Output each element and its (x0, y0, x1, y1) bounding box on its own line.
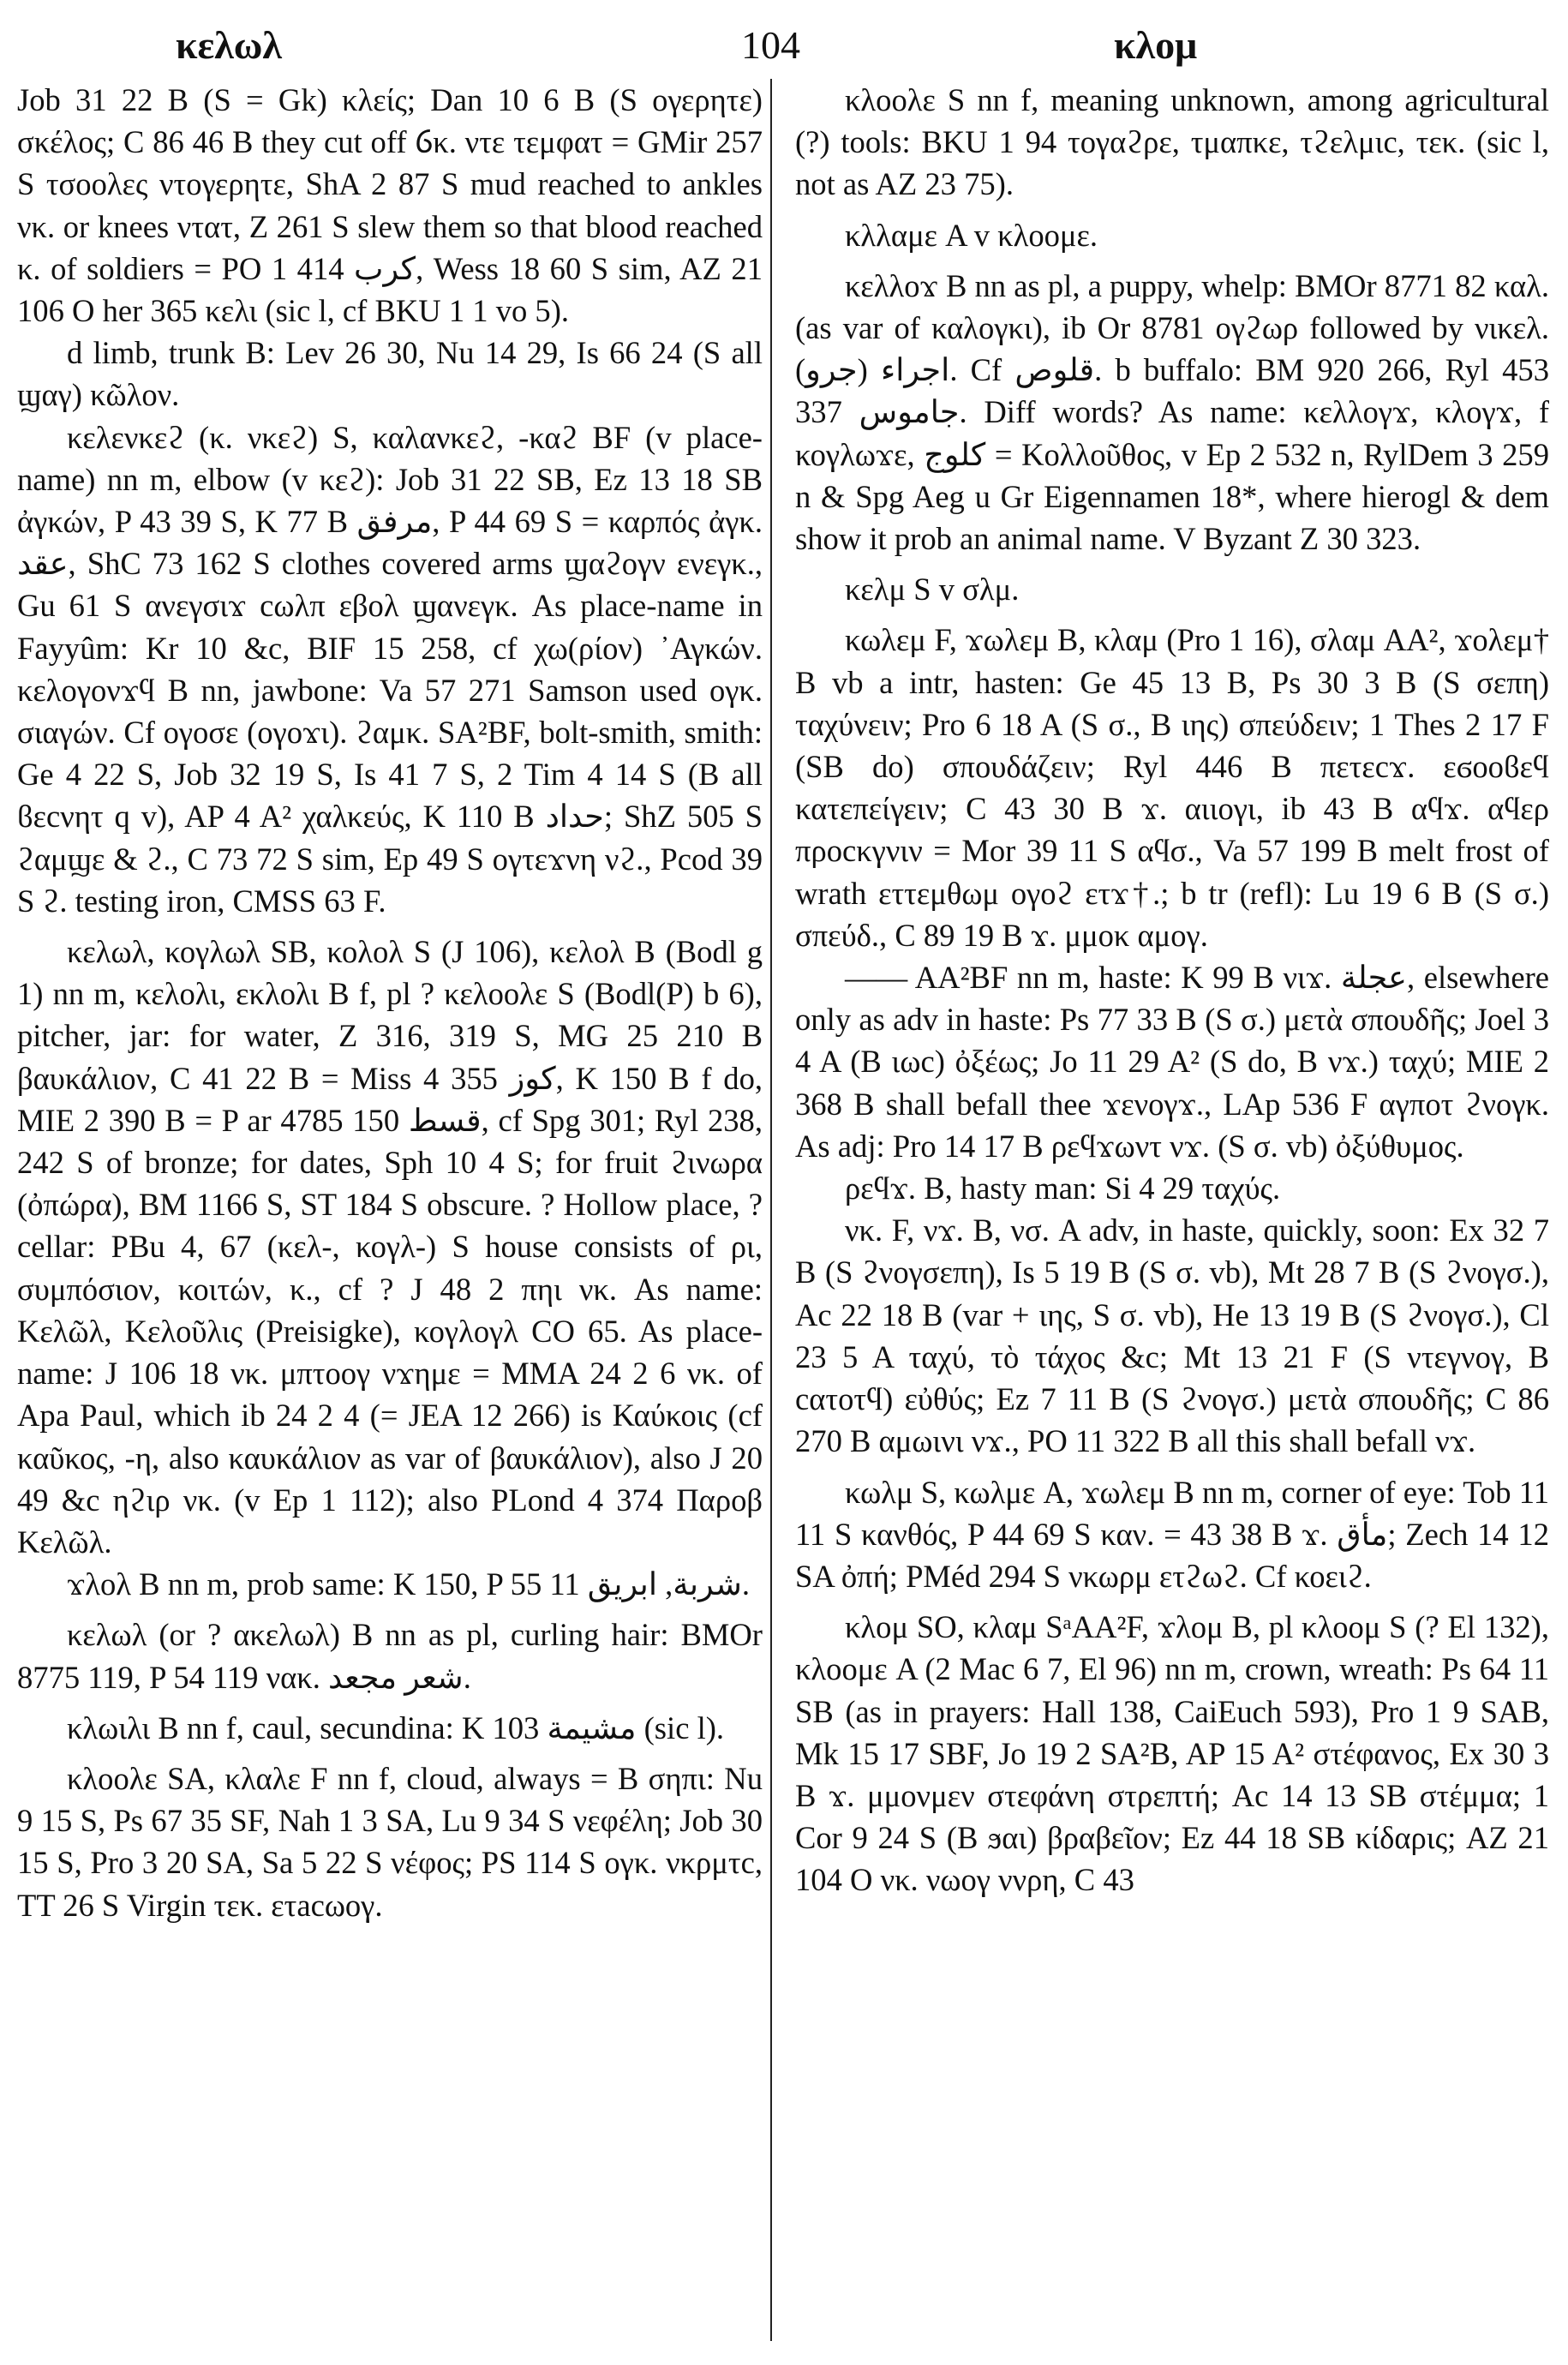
right-entry-10: κλομ SO, κλαμ SᵃAA²F, ϫλομ B, pl κλοομ S (? El 132), κλοομε A (2 Mac 6 7, El 96) nn m, crown, wreath: Ps 64 11 SB (as in prayers: Hall 138, CaiEuch 593), Pro 1 9 SAB, Mk 15 17 SBF, Jo 19 2 SA²B, AP 15 A² στέφανος, Ex 30 3 B ϫ. μμονμεν στεφάνη στρεπτή; Ac 14 13 SB στέμμα; 1 Cor 9 24 S (B ϧαι) βραβεῖον; Ez 44 18 SB κίδαρις; AZ 21 104 O νκ. νωογ ννρη, C 43 (795, 1609, 1549, 1898)
header-left-word: κελωλ (176, 23, 283, 67)
left-entry-1: Job 31 22 B (S = Gk) κλείς; Dan 10 6 B (S ογερητε) σκέλος; C 86 46 B they cut off ⳓκ. ντε τεμφατ = GMir 257 S τσοολες ντογερητε, ShA 2 87 S mud reached to ankles νκ. or knees ντατ, Z 261 S slew them so that blood reached κ. of soldiers = PO 1 414 كرب, Wess 18 60 S sim, AZ 21 106 O her 365 κελι (sic l, cf BKU 1 1 vo 5). (17, 82, 763, 329)
left-entry-3: κελενκεϩ (κ. νκεϩ) S, καλανκεϩ, -καϩ BF (v place-name) nn m, elbow (v κεϩ): Job 31 22 SB, Ez 13 18 SB ἀγκών, P 43 39 S, K 77 B مرفق, P 44 69 S = καρπός ἀγκ. عقد, ShC 73 162 S clothes covered arms ϣαϩογν ενεγκ., Gu 61 S ανεγσιϫ cωλπ εβολ ϣανεγκ. As place-name in Fayyûm: Kr 10 &c, BIF 15 258, cf χω(ρίον) ᾽Αγκών. κελογονϫϥ B nn, jawbone: Va 57 271 Samson used ογκ. σιαγών. Cf ογοσε (ογοϫι). ϩαμκ. SA²BF, bolt-smith, smith: Ge 4 22 S, Job 32 19 S, Is 41 7 S, 2 Tim 4 14 S (B all ϐεcνητ q v), AP 4 A² χαλκεύς, K 110 B حداد; ShZ 505 S ϩαμϣε & ϩ., C 73 72 S sim, Ep 49 S ογτεϫνη νϩ., Pcod 39 S ϩ. testing iron, CMSS 63 F. (17, 419, 763, 919)
right-entry-5: κωλεμ F, ϫωλεμ B, κλαμ (Pro 1 16), σλαμ AA², ϫολεμ† B vb a intr, hasten: Ge 45 13 B, Ps 30 3 B (S σεπη) ταχύνειν; Pro 6 18 A (S σ., B ιης) σπεύδειν; 1 Thes 2 17 F (SB do) σπουδάζειν; Ryl 446 B πετεcϫ. εϭοοϐεϥ κατεπείγειν; C 43 30 B ϫ. αιιογι, ib 43 B αϥϫ. αϥερ προcκγνιν = Mor 39 11 S αϥσ., Va 57 199 B melt frost of wrath εττεμθωμ ογοϩ ετϫ†.; b tr (refl): Lu 19 6 B (S σ.) σπεύδ., C 89 19 B ϫ. μμοκ αμογ. (795, 622, 1549, 953)
right-column (795, 79, 1549, 2350)
right-entry-8: νκ. F, νϫ. B, νσ. A adv, in haste, quickly, soon: Ex 32 7 B (S ϩνογσεπη), Is 5 19 B (S σ. vb), Mt 28 7 B (S ϩνογσ.), Ac 22 18 B (var + ιης, S σ. vb), He 13 19 B (S ϩνογσ.), Cl 23 5 A ταχύ, τὸ τάχος &c; Mt 13 21 F (S ντεγνογ, B cατοτϥ) εὐθύς; Ez 7 11 B (S ϩνογσ.) μετὰ σπουδῆς; C 86 270 B αμωινι νϫ., PO 11 322 B all this shall befall νϫ. (795, 1212, 1549, 1459)
header-right-word: κλομ (1114, 23, 1198, 67)
right-entry-6: —— AA²BF nn m, haste: K 99 B νιϫ. عجلة, elsewhere only as adv in haste: Ps 77 33 B (S σ.) μετὰ σπουδῆς; Joel 3 4 A (B ιωc) ὀξέως; Jo 11 29 A² (S do, B νϫ.) ταχύ; MIE 2 368 B shall befall thee ϫενογϫ., LAp 536 F αγποτ ϩνογκ. As adj: Pro 14 17 B ρεϥϫωντ νϫ. (S σ. vb) ὀξύθυμος. (795, 960, 1549, 1164)
right-entry-7: ρεϥϫ. B, hasty man: Si 4 29 ταχύς. (845, 1171, 1281, 1206)
left-entry-6: κελωλ (or ? ακελωλ) B nn as pl, curling hair: BMOr 8775 119, P 54 119 νακ. شعر مجعد. (17, 1617, 763, 1695)
right-entry-1: κλοολε S nn f, meaning unknown, among agricultural (?) tools: BKU 1 94 τογαϩρε, τμαπκε, τϩελμιc, τεκ. (sic l, not as AZ 23 75). (795, 82, 1549, 202)
right-entry-9: κωλμ S, κωλμε A, ϫωλεμ B nn m, corner of eye: Tob 11 11 S κανθός, P 44 69 S καν. = 43 38 B ϫ. مأق; Zech 14 12 SA ὀπή; PMéd 294 S νκωρμ ετϩωϩ. Cf κοειϩ. (795, 1474, 1549, 1594)
left-entry-5: ϫλολ B nn m, prob same: K 150, P 55 11 شربة, ابريق. (67, 1566, 751, 1602)
right-entry-4: κελμ S v σλμ. (845, 572, 1020, 608)
right-entry-2: κλλαμε A v κλοομε. (845, 217, 1098, 253)
left-entry-2: d limb, trunk B: Lev 26 30, Nu 14 29, Is 66 24 (S all ϣαγ) κῶλον. (17, 335, 763, 413)
page-number: 104 (741, 23, 800, 67)
left-entry-8: κλοολε SA, κλαλε F nn f, cloud, always = B σηπι: Nu 9 15 S, Ps 67 35 SF, Nah 1 3 SA, Lu 9 34 S νεφέλη; Job 30 15 S, Pro 3 20 SA, Sa 5 22 S νέφος; PS 114 S ογκ. νκρμτc, TT 26 S Virgin τεκ. ετacωογ. (17, 1760, 763, 1923)
left-column (17, 79, 763, 2350)
left-entry-4: κελωλ, κογλωλ SB, κολολ S (J 106), κελολ B (Bodl g 1) nn m, κελολι, εκλολι B f, pl ? κελοολε S (Bodl(P) b 6), pitcher, jar: for water, Z 316, 319 S, MG 25 210 B βαυκάλιον, C 41 22 B = Miss 4 355 كوز, K 150 B f do, MIE 2 390 B = P ar 4785 150 قسط, cf Spg 301; Ryl 238, 242 S of bronze; for dates, Sph 10 4 S; for fruit ϩινωρα (ὀπώρα), BM 1166 S, ST 184 S obscure. ? Hollow place, ? cellar: PBu 4, 67 (κελ-, κογλ-) S house consists of ρι, συμπόσιον, κοιτών, κ., cf ? J 48 2 πηι νκ. As name: Κελῶλ, Κελοῦλις (Preisigke), κογλογλ CO 65. As place-name: J 106 18 νκ. μπτοογ νϫημε = MMA 24 2 6 νκ. of Apa Paul, which ib 24 2 4 (= JEA 12 266) is Καύκοις (cf καῦκος, -η, also καυκάλιον as var of βαυκάλιον), also J 20 49 &c ηϩιρ νκ. (v Ep 1 112); also PLond 4 374 Παροβ Κελῶλ. (17, 934, 763, 1560)
page-header (0, 15, 1568, 75)
right-entry-3: κελλοϫ B nn as pl, a puppy, whelp: BMOr 8771 82 καλ. (as var of καλογκι), ib Or 8781 ογϩωρ followed by νικελ. اجراء (جرو). Cf قلوص. b buffalo: BM 920 266, Ryl 453 337 جاموس. Diff words? As name: κελλογϫ, κλογϫ, f κογλωϫε, كلوج = Κολλοῦθος, v Ep 2 532 n, RylDem 3 259 n & Spg Aeg u Gr Eigennamen 18*, where hierogl & dem show it prob an animal name. V Byzant Z 30 323. (795, 267, 1549, 557)
column-divider (770, 79, 772, 2341)
left-entry-7: κλωιλι B nn f, caul, secundina: K 103 مشيمة (sic l). (67, 1709, 725, 1745)
